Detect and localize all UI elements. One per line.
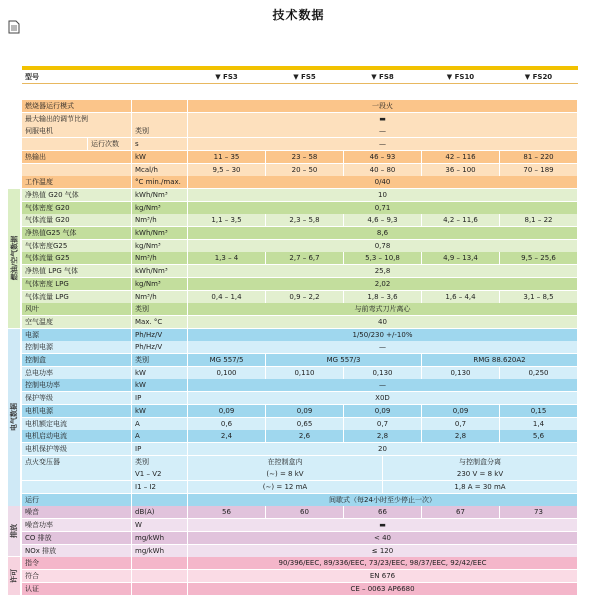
- value-cell: 66: [344, 506, 422, 518]
- value-cell: —: [188, 379, 578, 391]
- table-row: [22, 214, 578, 226]
- value-cell: 0,7: [344, 418, 422, 430]
- unit-label: W: [132, 519, 188, 531]
- value-cell: 4,6 – 9,3: [344, 214, 422, 226]
- unit-label: mg/kWh: [132, 532, 188, 544]
- value-cell: 0,6: [188, 418, 266, 430]
- table-row: [22, 202, 578, 214]
- unit-label: kWh/Nm³: [132, 189, 188, 201]
- unit-label: kWh/Nm³: [132, 227, 188, 239]
- value-cell: 0,78: [188, 240, 578, 252]
- value-cell: MG 557/3: [266, 354, 422, 366]
- param-label: NOx 排放: [22, 545, 132, 557]
- value-cell: 25,8: [188, 265, 578, 277]
- value-cell: 1,6 – 4,4: [422, 291, 500, 303]
- table-row: [22, 291, 578, 303]
- section-label-text: 许可: [10, 568, 18, 583]
- value-cell: —: [188, 341, 578, 353]
- table-row: [22, 316, 578, 328]
- unit-label: Mcal/h: [132, 164, 188, 176]
- param-label: 运行: [22, 494, 132, 506]
- unit-label: A: [132, 418, 188, 430]
- unit-label: A: [132, 430, 188, 442]
- value-cell: 1/50/230 +/-10%: [188, 329, 578, 341]
- table-row: [22, 100, 578, 112]
- table-row: [22, 341, 578, 353]
- value-cell: 0,4 – 1,4: [188, 291, 266, 303]
- value-cell: 0,7: [422, 418, 500, 430]
- table-row: [22, 367, 578, 379]
- param-label: 气体密度 G20: [22, 202, 132, 214]
- unit-label: [132, 113, 188, 125]
- unit-label: kg/Nm³: [132, 240, 188, 252]
- section-label-text: 电气数据: [10, 403, 18, 432]
- value-cell: 67: [422, 506, 500, 518]
- value-cell: 5,6: [500, 430, 578, 442]
- value-cell: ≤ 120: [188, 545, 578, 557]
- table-header-row: [22, 71, 578, 83]
- value-cell: 间歇式（每24小时至少停止一次）: [188, 494, 578, 506]
- value-cell: MG 557/5: [188, 354, 266, 366]
- value-cell: 73: [500, 506, 578, 518]
- value-cell: 0,250: [500, 367, 578, 379]
- table-row: [22, 227, 578, 239]
- value-cell: 4,9 – 13,4: [422, 252, 500, 264]
- param-label: 认证: [22, 583, 132, 595]
- table-row: [22, 570, 578, 582]
- param-label: 噪音功率: [22, 519, 132, 531]
- value-cell: 0,130: [422, 367, 500, 379]
- unit-label: [132, 494, 188, 506]
- param-label: 电机额定电流: [22, 418, 132, 430]
- param-label: 控制盒: [22, 354, 132, 366]
- table-row: [22, 456, 578, 468]
- table-row: [22, 113, 578, 125]
- param-label: 控制电功率: [22, 379, 132, 391]
- value-cell: 0,09: [188, 405, 266, 417]
- value-cell: 2,3 – 5,8: [266, 214, 344, 226]
- unit-label: mg/kWh: [132, 545, 188, 557]
- unit-label: IP: [132, 392, 188, 404]
- unit-label: 类别: [132, 303, 188, 315]
- table-row: [22, 443, 578, 455]
- unit-label: 类别: [132, 125, 188, 137]
- value-cell: 0,130: [344, 367, 422, 379]
- header-divider: [22, 83, 578, 84]
- unit-label: kg/Nm³: [132, 202, 188, 214]
- param-label: [22, 164, 132, 176]
- table-row: [22, 176, 578, 188]
- table-row: [22, 481, 578, 493]
- value-cell: ▬: [188, 113, 578, 125]
- value-cell: 90/396/EEC, 89/336/EEC, 73/23/EEC, 98/37/EEC, 92/42/EEC: [188, 557, 578, 569]
- param-label: 点火变压器: [22, 456, 132, 468]
- column-header-fs5: ▼ FS5: [266, 71, 344, 83]
- value-cell: 10: [188, 189, 578, 201]
- value-cell: 4,2 – 11,6: [422, 214, 500, 226]
- param-label: 风叶: [22, 303, 132, 315]
- table-row: [22, 532, 578, 544]
- table-row: [22, 418, 578, 430]
- param-label: 控制电源: [22, 341, 132, 353]
- param-label: 净热值 LPG 气体: [22, 265, 132, 277]
- value-cell: 56: [188, 506, 266, 518]
- value-cell: 0,09: [344, 405, 422, 417]
- value-cell: 2,02: [188, 278, 578, 290]
- table-row: [22, 430, 578, 442]
- value-cell: 1,8 A = 30 mA: [383, 481, 578, 493]
- value-cell: 一段火: [188, 100, 578, 112]
- section-label-text: 排放: [10, 524, 18, 539]
- table-row: [22, 354, 578, 366]
- table-row: [22, 303, 578, 315]
- table-row: [22, 125, 578, 137]
- value-cell: 0,09: [266, 405, 344, 417]
- value-cell: 230 V = 8 kV: [383, 468, 578, 480]
- header-rule: [22, 66, 578, 70]
- table-row: [22, 189, 578, 201]
- unit-label: [132, 557, 188, 569]
- value-cell: 42 – 116: [422, 151, 500, 163]
- value-cell: 5,3 – 10,8: [344, 252, 422, 264]
- value-cell: 0,09: [422, 405, 500, 417]
- value-cell: 2,4: [188, 430, 266, 442]
- value-cell: 60: [266, 506, 344, 518]
- value-cell: 9,5 – 25,6: [500, 252, 578, 264]
- value-cell: 1,1 – 3,5: [188, 214, 266, 226]
- param-label: 最大输出的调节比例: [22, 113, 132, 125]
- unit-label: Nm³/h: [132, 214, 188, 226]
- param-label: 运行次数: [88, 138, 132, 150]
- unit-label: kW: [132, 151, 188, 163]
- section-label-text: 燃油/空气数据: [10, 236, 18, 281]
- value-cell: 与前弯式刀片离心: [188, 303, 578, 315]
- unit-label: [132, 100, 188, 112]
- unit-label: kg/Nm³: [132, 278, 188, 290]
- value-cell: (∼) = 8 kV: [188, 468, 383, 480]
- unit-label: V1 – V2: [132, 468, 188, 480]
- value-cell: 在控制盒内: [188, 456, 383, 468]
- value-cell: 8,1 – 22: [500, 214, 578, 226]
- value-cell: 与控制盒分离: [383, 456, 578, 468]
- value-cell: 1,4: [500, 418, 578, 430]
- unit-label: IP: [132, 443, 188, 455]
- value-cell: 8,6: [188, 227, 578, 239]
- section-label: [8, 329, 20, 506]
- unit-label: Nm³/h: [132, 252, 188, 264]
- unit-label: kW: [132, 367, 188, 379]
- table-row: [22, 494, 578, 506]
- unit-label: Nm³/h: [132, 291, 188, 303]
- column-header-fs10: ▼ FS10: [422, 71, 500, 83]
- param-label: 指令: [22, 557, 132, 569]
- table-row: [22, 519, 578, 531]
- table-row: [22, 545, 578, 557]
- unit-label: kW: [132, 405, 188, 417]
- param-label: 气体流量 LPG: [22, 291, 132, 303]
- section-label: [8, 189, 20, 328]
- table-row: [22, 265, 578, 277]
- table-row: [22, 583, 578, 595]
- unit-label: dB(A): [132, 506, 188, 518]
- value-cell: 40: [188, 316, 578, 328]
- param-label: 气体密度G25: [22, 240, 132, 252]
- unit-label: kWh/Nm³: [132, 265, 188, 277]
- table-row: [22, 240, 578, 252]
- table-row: [22, 164, 578, 176]
- param-label: 热输出: [22, 151, 132, 163]
- value-cell: 81 – 220: [500, 151, 578, 163]
- page-title: 技术数据: [272, 8, 325, 22]
- param-label: 电机启动电流: [22, 430, 132, 442]
- value-cell: 2,8: [344, 430, 422, 442]
- param-label: 燃烧器运行模式: [22, 100, 132, 112]
- param-label: 空气温度: [22, 316, 132, 328]
- unit-label: kW: [132, 379, 188, 391]
- table-row: [22, 252, 578, 264]
- unit-label: [132, 570, 188, 582]
- value-cell: 0,15: [500, 405, 578, 417]
- value-cell: CE – 0063 AP6680: [188, 583, 578, 595]
- value-cell: 36 – 100: [422, 164, 500, 176]
- section-label: [8, 506, 20, 556]
- value-cell: 11 – 35: [188, 151, 266, 163]
- table-row: [22, 151, 578, 163]
- unit-label: 类别: [132, 456, 188, 468]
- unit-label: [132, 583, 188, 595]
- unit-label: I1 – I2: [132, 481, 188, 493]
- table-row: [22, 405, 578, 417]
- value-cell: 40 – 80: [344, 164, 422, 176]
- param-label: 伺服电机: [22, 125, 132, 137]
- param-label: 净热值G25 气体: [22, 227, 132, 239]
- table-row: [22, 278, 578, 290]
- value-cell: 2,6: [266, 430, 344, 442]
- value-cell: 0,9 – 2,2: [266, 291, 344, 303]
- value-cell: (∼) = 12 mA: [188, 481, 383, 493]
- column-header-model: 型号: [22, 71, 188, 83]
- table-row: [22, 329, 578, 341]
- value-cell: ▬: [188, 519, 578, 531]
- value-cell: 1,8 – 3,6: [344, 291, 422, 303]
- table-row: [22, 379, 578, 391]
- table-row: [22, 506, 578, 518]
- value-cell: 2,7 – 6,7: [266, 252, 344, 264]
- value-cell: 70 – 189: [500, 164, 578, 176]
- value-cell: X0D: [188, 392, 578, 404]
- column-header-fs20: ▼ FS20: [500, 71, 578, 83]
- value-cell: —: [188, 138, 578, 150]
- value-cell: 46 – 93: [344, 151, 422, 163]
- table-row: [22, 468, 578, 480]
- param-label: 总电功率: [22, 367, 132, 379]
- value-cell: —: [188, 125, 578, 137]
- value-cell: 9,5 – 30: [188, 164, 266, 176]
- value-cell: 23 – 58: [266, 151, 344, 163]
- value-cell: 0,110: [266, 367, 344, 379]
- table-row: [22, 557, 578, 569]
- value-cell: 1,3 – 4: [188, 252, 266, 264]
- param-label: 工作温度: [22, 176, 132, 188]
- param-label: 噪音: [22, 506, 132, 518]
- value-cell: 2,8: [422, 430, 500, 442]
- value-cell: RMG 88.620A2: [422, 354, 578, 366]
- param-label: [22, 481, 132, 493]
- param-label: 保护等级: [22, 392, 132, 404]
- value-cell: 20: [188, 443, 578, 455]
- param-label: 气体密度 LPG: [22, 278, 132, 290]
- param-label: CO 排放: [22, 532, 132, 544]
- unit-label: 类别: [132, 354, 188, 366]
- param-label: 符合: [22, 570, 132, 582]
- value-cell: 0/40: [188, 176, 578, 188]
- value-cell: 0,71: [188, 202, 578, 214]
- param-spacer: [22, 138, 88, 150]
- unit-label: Ph/Hz/V: [132, 341, 188, 353]
- column-header-fs8: ▼ FS8: [344, 71, 422, 83]
- param-label: 气体流量 G20: [22, 214, 132, 226]
- value-cell: 0,100: [188, 367, 266, 379]
- unit-label: Ph/Hz/V: [132, 329, 188, 341]
- param-label: [22, 468, 132, 480]
- param-label: 气体流量 G25: [22, 252, 132, 264]
- table-row: [22, 138, 578, 150]
- section-label: [8, 557, 20, 594]
- value-cell: EN 676: [188, 570, 578, 582]
- param-label: 电机保护等级: [22, 443, 132, 455]
- param-label: 电机电源: [22, 405, 132, 417]
- column-header-fs3: ▼ FS3: [188, 71, 266, 83]
- value-cell: < 40: [188, 532, 578, 544]
- value-cell: 3,1 – 8,5: [500, 291, 578, 303]
- param-label: 净热值 G20 气体: [22, 189, 132, 201]
- unit-label: Max. °C: [132, 316, 188, 328]
- unit-label: °C min./max.: [132, 176, 188, 188]
- table-row: [22, 392, 578, 404]
- unit-label: s: [132, 138, 188, 150]
- param-label: 电源: [22, 329, 132, 341]
- value-cell: 20 – 50: [266, 164, 344, 176]
- document-icon: [8, 20, 20, 34]
- value-cell: 0,65: [266, 418, 344, 430]
